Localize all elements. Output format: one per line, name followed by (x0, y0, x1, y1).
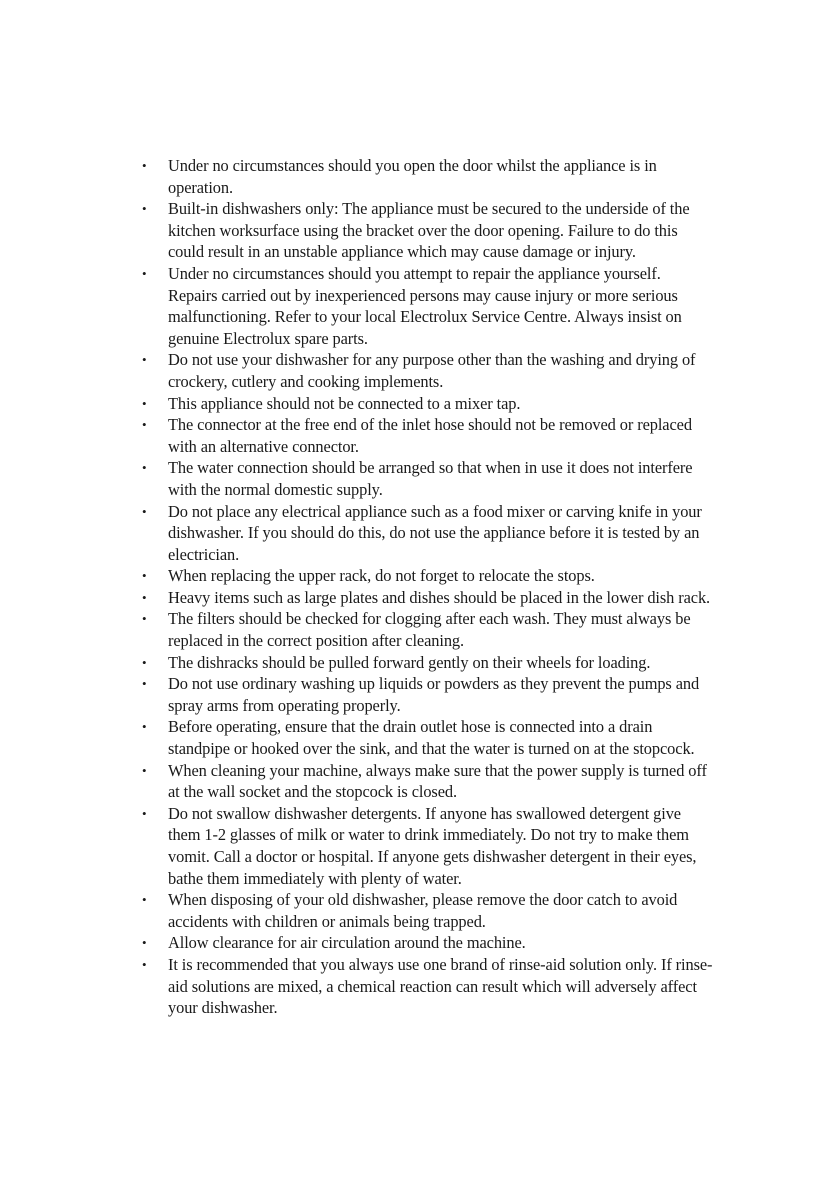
bullet-icon: • (142, 158, 147, 173)
list-item-text: Allow clearance for air circulation around the machine. (168, 933, 526, 953)
list-item (142, 760, 714, 803)
list-item (142, 155, 714, 198)
list-item (142, 932, 714, 954)
bullet-icon: • (142, 503, 147, 519)
list-item-text: Built-in dishwashers only: The appliance must be secured to the underside of the kitchen worksurface using the bracket over the door opening. Failure to do this could result in an unstable appliance which may cause damage or injury. (168, 199, 690, 262)
list-item-text: Do not use ordinary washing up liquids or powders as they prevent the pumps and spray arms from operating properly. (168, 674, 700, 715)
bullet-icon: • (142, 719, 147, 735)
bullet-icon: • (142, 654, 147, 670)
bullet-icon: • (142, 805, 147, 821)
list-item (142, 652, 714, 674)
list-item (142, 716, 714, 759)
list-item-text: When disposing of your old dishwasher, please remove the door catch to avoid accidents with children or animals being trapped. (168, 890, 678, 931)
safety-instructions-list (142, 155, 714, 1019)
bullet-icon: • (142, 611, 147, 627)
list-item (142, 954, 714, 1019)
list-item-text: When replacing the upper rack, do not forget to relocate the stops. (168, 566, 595, 586)
list-item (142, 457, 714, 500)
list-item (142, 673, 714, 716)
list-item-text: Do not use your dishwasher for any purpose other than the washing and drying of crockery, cutlery and cooking implements. (168, 350, 696, 391)
list-item-text: It is recommended that you always use one brand of rinse-aid solution only. If rinse-aid solutions are mixed, a chemical reaction can result which will adversely affect your dishwasher. (168, 954, 713, 1018)
list-item-text: The filters should be checked for clogging after each wash. They must always be replaced in the correct position after cleaning. (168, 609, 691, 651)
list-item (142, 565, 714, 587)
bullet-icon: • (142, 352, 147, 368)
list-item (142, 349, 714, 392)
list-item-text: The dishracks should be pulled forward gently on their wheels for loading. (168, 652, 651, 672)
bullet-icon: • (142, 417, 147, 433)
list-item-text: The connector at the free end of the inlet hose should not be removed or replaced with an alternative connector. (168, 415, 692, 456)
list-item (142, 501, 714, 566)
list-item-text: This appliance should not be connected to a mixer tap. (168, 393, 521, 413)
list-item (142, 198, 714, 263)
bullet-icon: • (142, 892, 147, 908)
bullet-icon: • (142, 265, 147, 281)
list-item-text: Heavy items such as large plates and dishes should be placed in the lower dish rack. (168, 587, 711, 607)
list-item-text: The water connection should be arranged so that when in use it does not interfere with the normal domestic supply. (168, 458, 693, 499)
bullet-icon: • (142, 762, 147, 778)
list-item-text: Under no circumstances should you attempt to repair the appliance yourself. Repairs carried out by inexperienced persons may cause injury or more serious malfunctioning. Refer to your local Electrolux Service Centre. Always insist on genuine Electrolux spare parts. (168, 263, 682, 348)
bullet-icon: • (142, 568, 147, 584)
list-item (142, 803, 714, 889)
bullet-icon: • (142, 201, 147, 217)
list-item (142, 587, 714, 609)
bullet-icon: • (142, 676, 147, 692)
list-item-text: When cleaning your machine, always make sure that the power supply is turned off at the wall socket and the stopcock is closed. (168, 760, 707, 802)
bullet-icon: • (142, 935, 147, 951)
bullet-icon: • (142, 395, 147, 411)
list-item-text: Before operating, ensure that the drain outlet hose is connected into a drain standpipe or hooked over the sink, and that the water is turned on at the stopcock. (168, 717, 695, 759)
bullet-icon: • (142, 956, 147, 972)
bullet-icon: • (142, 460, 147, 476)
list-item (142, 414, 714, 457)
list-item-text: Do not swallow dishwasher detergents. If anyone has swallowed detergent give them 1-2 glasses of milk or water to drink immediately. Do not try to make them vomit. Call a doctor or hospital. If anyone gets dishwasher detergent in their eyes, bathe them immediately with plenty of water. (168, 803, 697, 888)
list-item (142, 889, 714, 932)
list-item-text: Do not place any electrical appliance such as a food mixer or carving knife in your dishwasher. If you should do this, do not use the appliance before it is tested by an electrician. (168, 501, 702, 564)
list-item-text: Under no circumstances should you open the door whilst the appliance is in operation. (168, 156, 657, 197)
list-item (142, 393, 714, 415)
bullet-icon: • (142, 589, 147, 605)
list-item (142, 608, 714, 651)
list-item (142, 263, 714, 349)
